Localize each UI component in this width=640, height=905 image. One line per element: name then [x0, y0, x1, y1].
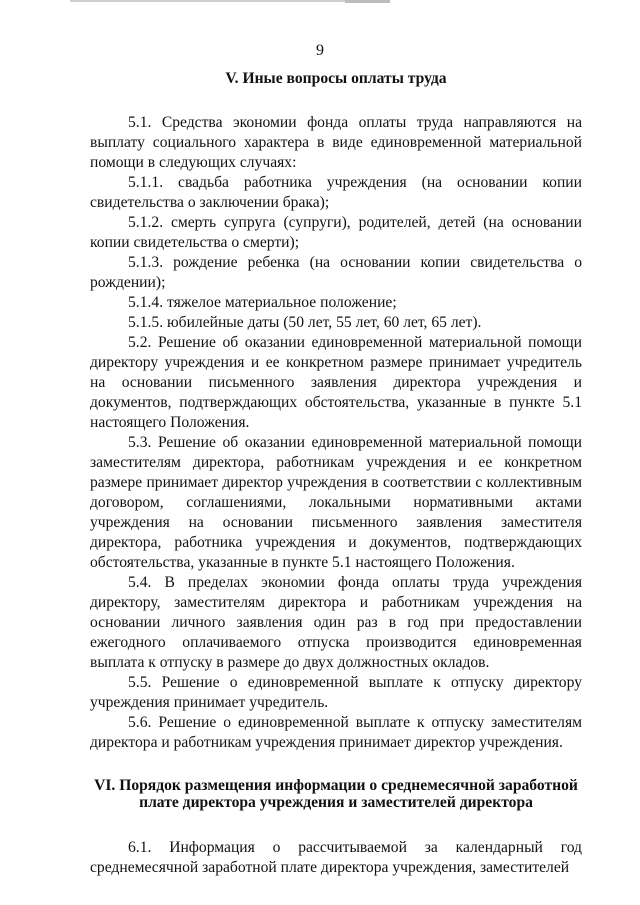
- paragraph-5-2: 5.2. Решение об оказании единовременной материальной помощи директору учреждения и ее конкретном размере принимает учредитель на основании письменного заявления директора учреждения и документов, подтверждающих обстоятельства, указанные в пункте 5.1 настоящего Положения.: [90, 334, 582, 431]
- document-body: [90, 70, 582, 878]
- paragraph-5-1-5: 5.1.5. юбилейные даты (50 лет, 55 лет, 60 лет, 65 лет).: [128, 314, 482, 331]
- paragraph-5-1-3: 5.1.3. рождение ребенка (на основании копии свидетельства о рождении);: [90, 254, 582, 291]
- paragraph-5-1: 5.1. Средства экономии фонда оплаты труда направляются на выплату социального характера в виде единовременной материальной помощи в следующих случаях:: [90, 114, 582, 171]
- paragraph-5-1-2: 5.1.2. смерть супруга (супруги), родителей, детей (на основании копии свидетельства о смерти);: [90, 214, 582, 251]
- paragraph-6-1: 6.1. Информация о рассчитываемой за календарный год среднемесячной заработной плате директора учреждения, заместителей: [90, 839, 582, 876]
- paragraph-5-3: 5.3. Решение об оказании единовременной материальной помощи заместителям директора, работникам учреждения и ее конкретном размере принимает директор учреждения в соответствии с коллективным договором, соглашениями, локальными нормативными актами учреждения на основании письменного заявления заместителя директора, работника учреждения и документов, подтверждающих обстоятельства, указанные в пункте 5.1 настоящего Положения.: [90, 434, 582, 571]
- paragraph-5-4: 5.4. В пределах экономии фонда оплаты труда учреждения директору, заместителям директора и работникам учреждения на основании личного заявления один раз в год при предоставлении ежегодного оплачиваемого отпуска производится единовременная выплата к отпуску в размере до двух должностных окладов.: [90, 574, 582, 671]
- paragraph-5-1-1: 5.1.1. свадьба работника учреждения (на основании копии свидетельства о заключении брака);: [90, 174, 582, 211]
- section-6-heading-line-1: VI. Порядок размещения информации о среднемесячной заработной: [94, 777, 578, 794]
- page-number: 9: [316, 42, 324, 59]
- paragraph-5-5: 5.5. Решение о единовременной выплате к отпуску директору учреждения принимает учредитель.: [90, 674, 582, 711]
- section-5-heading: V. Иные вопросы оплаты труда: [225, 70, 447, 87]
- scan-top-edge: [70, 0, 390, 2]
- section-6-heading-line-2: плате директора учреждения и заместителей директора: [139, 794, 533, 811]
- scan-top-edge-mark: [345, 0, 390, 3]
- section-6-heading: [90, 777, 582, 811]
- paragraph-5-1-4: 5.1.4. тяжелое материальное положение;: [128, 294, 397, 311]
- paragraph-5-6: 5.6. Решение о единовременной выплате к отпуску заместителям директора и работникам учреждения принимает директор учреждения.: [90, 714, 582, 751]
